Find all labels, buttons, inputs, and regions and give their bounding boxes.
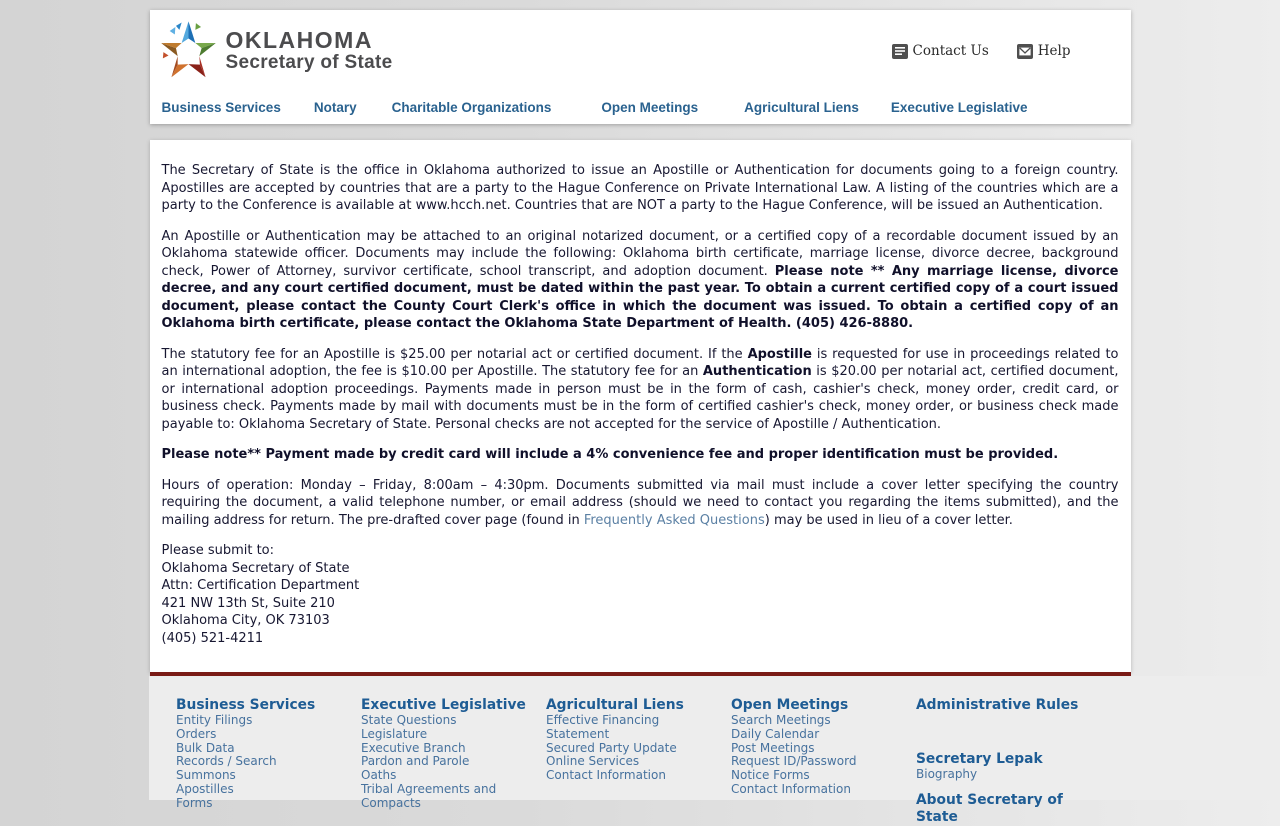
nav-item-open-meetings[interactable]: Open Meetings: [601, 99, 699, 115]
help-link[interactable]: [1017, 43, 1071, 59]
footer-link-apostilles[interactable]: Apostilles: [176, 781, 234, 796]
nav-item-business-services[interactable]: Business Services: [161, 99, 281, 115]
brand-subtitle: Secretary of State: [225, 51, 393, 73]
apostille-paragraphs: [162, 162, 1119, 529]
footer-link-post-meetings[interactable]: Post Meetings: [731, 740, 815, 755]
submission-address: [162, 542, 1119, 647]
address-line: Oklahoma City, OK 73103: [161, 613, 330, 628]
paragraph-text: Please note** Payment made by credit card will include a 4% convenience fee and proper identification must be provided.: [161, 447, 1059, 462]
header-utility-links: [892, 43, 1071, 59]
footer-link-online-services[interactable]: Online Services: [546, 754, 640, 769]
oklahoma-star-icon: [160, 20, 217, 82]
footer-link-request-id-password[interactable]: Request ID/Password: [731, 754, 857, 769]
footer-link-biography[interactable]: Biography: [916, 767, 978, 781]
footer-heading-open-meetings[interactable]: Open Meetings: [731, 697, 849, 713]
envelope-icon: [1017, 44, 1033, 59]
body-paragraph: [162, 346, 1119, 434]
footer-heading-business-services[interactable]: Business Services: [176, 697, 316, 713]
paragraph-text: ) may be used in lieu of a cover letter.: [764, 512, 1013, 528]
header-top-row: [150, 10, 1131, 90]
footer-heading-agricultural-liens[interactable]: Agricultural Liens: [546, 697, 684, 713]
footer-column: [731, 697, 916, 826]
footer-link-records-search[interactable]: Records / Search: [176, 754, 277, 769]
body-paragraph: [162, 228, 1119, 333]
footer-link-oaths[interactable]: Oaths: [361, 768, 397, 783]
footer-link-daily-calendar[interactable]: Daily Calendar: [731, 726, 820, 741]
footer-column: [361, 697, 546, 826]
address-line: (405) 521-4211: [161, 630, 264, 646]
brand-name: OKLAHOMA: [225, 27, 373, 54]
paragraph-text: Hours of operation: Monday – Friday, 8:00am – 4:30pm. Documents submitted via mail must include a cover letter specifying the country requiring the document, a valid telephone number, or email address (should we need to contact you regarding the items submitted), and the mailing address for return. The pre-drafted cover page (found in: [161, 477, 1119, 528]
footer-heading-secretary-lepak[interactable]: Secretary Lepak: [916, 751, 1043, 767]
address-line: Oklahoma Secretary of State: [161, 560, 350, 576]
paragraph-text: The statutory fee for an Apostille is $25.00 per notarial act or certified document. If the: [161, 346, 748, 362]
footer-link-tribal-agreements-and-compacts[interactable]: Tribal Agreements and Compacts: [361, 781, 497, 810]
nav-item-notary[interactable]: Notary: [313, 99, 357, 115]
contact-card-icon: [892, 44, 908, 59]
footer-heading-about-secretary-of-state[interactable]: About Secretary of State: [916, 791, 1063, 825]
footer-link-pardon-and-parole[interactable]: Pardon and Parole: [361, 754, 470, 769]
oklahoma-sos-logo[interactable]: [160, 20, 393, 82]
body-paragraph: [162, 162, 1119, 215]
paragraph-text: Please note ** Any marriage license, divorce decree, and any court certified document, must be dated within the past year. To obtain a current certified copy of a court issued document, please contact the County Court Clerk's office in which the document was issued. To obtain a certified copy of an Oklahoma birth certificate, please contact the Oklahoma State Department of Health. (405) 426-8880.: [161, 263, 1119, 331]
footer-columns: [176, 697, 1280, 826]
address-line: 421 NW 13th St, Suite 210: [161, 595, 335, 611]
footer-link-legislature[interactable]: Legislature: [361, 726, 428, 741]
nav-item-agricultural-liens[interactable]: Agricultural Liens: [744, 99, 859, 115]
footer-link-entity-filings[interactable]: Entity Filings: [176, 713, 253, 727]
faq-link[interactable]: Frequently Asked Questions: [583, 512, 765, 528]
footer-link-notice-forms[interactable]: Notice Forms: [731, 768, 810, 783]
address-line: Please submit to:: [161, 543, 275, 558]
paragraph-text: An Apostille or Authentication may be attached to an original notarized document, or a certified copy of a recordable document issued by an Oklahoma statewide officer. Documents may include the following: Oklahoma birth certificate, marriage license, divorce decree, background check, Power of Attorney, survivor certificate, school transcript, and adoption document.: [161, 228, 1119, 279]
footer-heading-executive-legislative[interactable]: Executive Legislative: [361, 697, 526, 713]
main-content: [150, 140, 1131, 672]
footer-divider-rule: [150, 672, 1131, 676]
footer-link-search-meetings[interactable]: Search Meetings: [731, 713, 831, 727]
footer-link-effective-financing-statement[interactable]: Effective Financing Statement: [546, 713, 660, 741]
nav-item-executive-legislative[interactable]: Executive Legislative: [890, 99, 1028, 115]
footer-link-contact-information[interactable]: Contact Information: [731, 781, 851, 796]
footer-column: [546, 697, 731, 826]
brand-text: [226, 28, 393, 73]
footer-link-bulk-data[interactable]: Bulk Data: [176, 740, 235, 755]
footer-link-secured-party-update[interactable]: Secured Party Update: [546, 740, 677, 755]
paragraph-text: Apostille: [747, 346, 812, 362]
address-line: Attn: Certification Department: [161, 578, 360, 593]
paragraph-text: Authentication: [702, 364, 812, 379]
footer-column: [176, 697, 361, 826]
paragraph-text: The Secretary of State is the office in Oklahoma authorized to issue an Apostille or Authentication for documents going to a foreign country. Apostilles are accepted by countries that are a party to the Hague Conference on Private International Law. A listing of the countries which are a party to the Conference is available at www.hcch.net. Countries that are NOT a party to the Hague Conference, will be issued an Authentication.: [161, 163, 1119, 213]
paragraph-text: is requested for use in proceedings related to an international adoption, the fee is $10.00 per Apostille. The statutory fee for an: [161, 346, 1119, 379]
nav-item-charitable-organizations[interactable]: Charitable Organizations: [391, 99, 552, 115]
footer-link-forms[interactable]: Forms: [176, 795, 213, 810]
footer-link-contact-information[interactable]: Contact Information: [546, 768, 666, 783]
site-header: [150, 10, 1131, 124]
contact-us-link[interactable]: [892, 43, 989, 59]
footer-link-executive-branch[interactable]: Executive Branch: [361, 740, 466, 755]
header-content-gap: [150, 124, 1131, 140]
body-paragraph: [162, 477, 1119, 530]
contact-us-label: Contact Us: [912, 43, 989, 59]
page-container: [150, 10, 1131, 676]
site-footer: [149, 676, 1280, 825]
footer-link-state-questions[interactable]: State Questions: [361, 713, 457, 727]
footer-link-orders[interactable]: Orders: [176, 726, 217, 741]
footer-heading-administrative-rules[interactable]: Administrative Rules: [916, 697, 1079, 713]
body-paragraph: [162, 446, 1119, 464]
footer-link-summons[interactable]: Summons: [176, 768, 236, 783]
help-label: Help: [1037, 43, 1071, 59]
main-nav: [150, 90, 1131, 124]
paragraph-text: is $20.00 per notarial act, certified document, or international adoption proceedings. Payments made in person must be in the form of cash, cashier's check, money order, credit card, or business check. Payments made by mail with documents must be in the form of certified cashier's check, money order, or business check made payable to: Oklahoma Secretary of State. Personal checks are not accepted for the service of Apostille / Authentication.: [161, 364, 1119, 432]
footer-column: [916, 697, 1101, 826]
